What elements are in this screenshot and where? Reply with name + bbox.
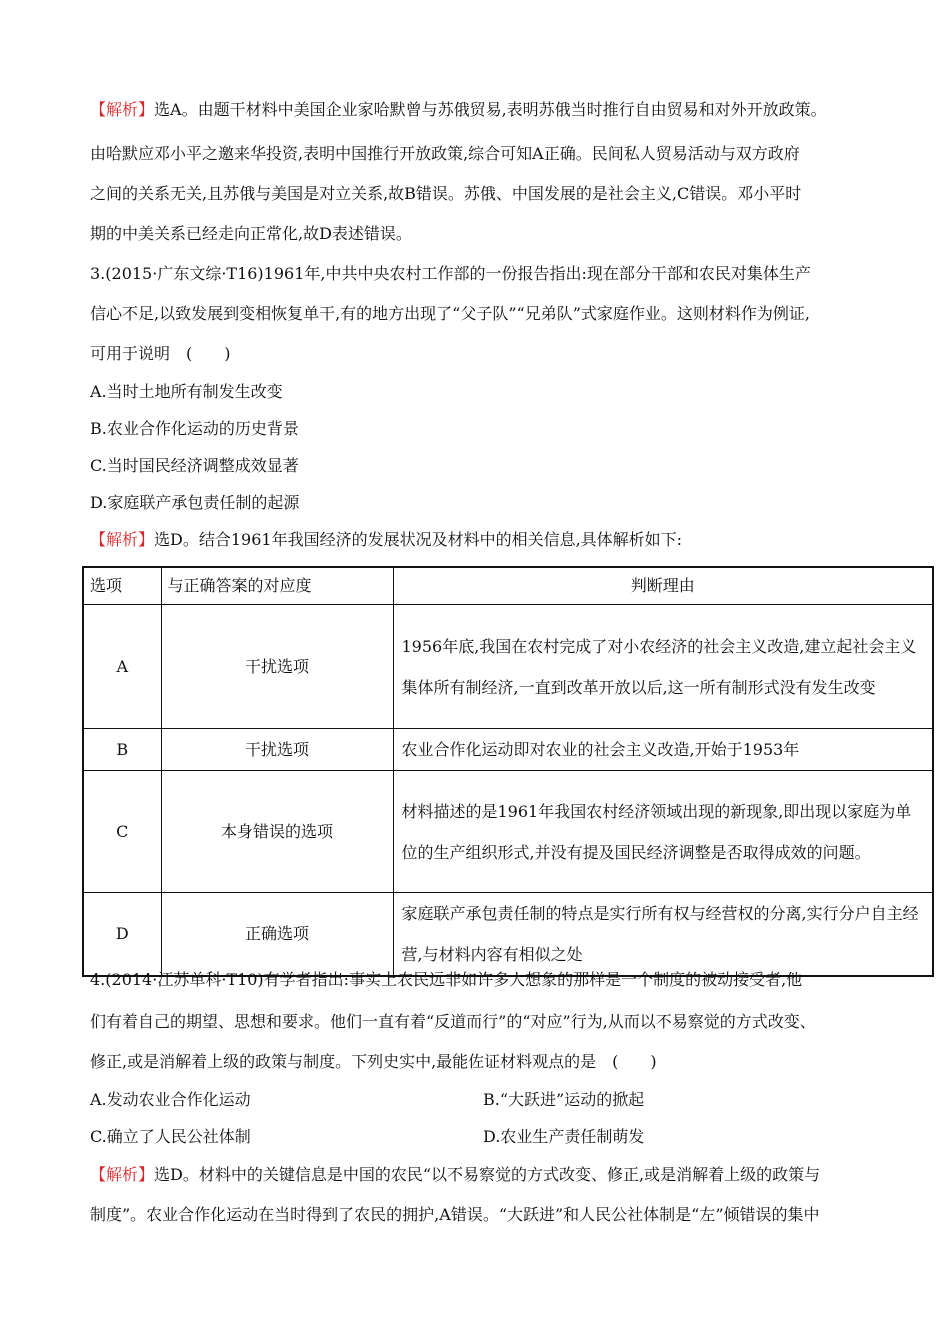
question-3-line: 信心不足,以致发展到变相恢复单干,有的地方出现了“父子队”“兄弟队”式家庭作业。这则材料作为例证, [90, 304, 810, 323]
analysis-4-line [90, 1165, 820, 1185]
analysis-line: 期的中美关系已经走向正常化,故D表述错误。 [90, 224, 412, 243]
analysis-text: 选D。材料中的关键信息是中国的农民“以不易察觉的方式改变、修正,或是消解着上级的政策与 [154, 1165, 821, 1184]
question-4-options-row [90, 1127, 645, 1147]
analysis-tag: 【解析】 [90, 1165, 155, 1184]
question-3-line: 3.(2015·广东文综·T16)1961年,中共中央农村工作部的一份报告指出:现在部分干部和农民对集体生产 [90, 264, 811, 283]
question-4-options-row [90, 1090, 645, 1110]
question-3-option-a: A.当时土地所有制发生改变 [90, 382, 283, 401]
analysis-tag: 【解析】 [90, 100, 155, 119]
analysis-line: 之间的关系无关,且苏俄与美国是对立关系,故B错误。苏俄、中国发展的是社会主义,C错误。邓小平时 [90, 184, 802, 203]
analysis-3-line [90, 530, 682, 550]
question-4-line: 4.(2014·江苏单科·T10)有学者指出:事实上农民远非如许多人想象的那样是一个制度的被动接受者,他 [90, 970, 803, 989]
question-4-line: 们有着自己的期望、思想和要求。他们一直有着“反道而行”的“对应”行为,从而以不易察觉的方式改变、 [90, 1012, 816, 1031]
table-cell-reason: 1956年底,我国在农村完成了对小农经济的社会主义改造,建立起社会主义集体所有制经济,一直到改革开放以后,这一所有制形式没有发生改变 [393, 605, 933, 729]
analysis-table [82, 566, 934, 977]
table-cell-reason: 家庭联产承包责任制的特点是实行所有权与经营权的分离,实行分户自主经营,与材料内容有相似之处 [393, 893, 933, 977]
question-3-option-d: D.家庭联产承包责任制的起源 [90, 493, 300, 512]
table-header-relation: 与正确答案的对应度 [161, 567, 393, 605]
analysis-line [90, 100, 827, 120]
analysis-line: 由哈默应邓小平之邀来华投资,表明中国推行开放政策,综合可知A正确。民间私人贸易活动与双方政府 [90, 144, 800, 163]
table-cell-option: C [83, 771, 161, 893]
question-4-option-b: B.“大跃进”运动的掀起 [483, 1090, 645, 1109]
table-header-option: 选项 [83, 567, 161, 605]
table-cell-relation: 干扰选项 [161, 729, 393, 771]
analysis-4-line: 制度”。农业合作化运动在当时得到了农民的拥护,A错误。“大跃进”和人民公社体制是“左”倾错误的集中 [90, 1205, 820, 1224]
analysis-text: 选A。由题干材料中美国企业家哈默曾与苏俄贸易,表明苏俄当时推行自由贸易和对外开放政策。 [154, 100, 827, 119]
table-cell-reason: 材料描述的是1961年我国农村经济领域出现的新现象,即出现以家庭为单位的生产组织形式,并没有提及国民经济调整是否取得成效的问题。 [393, 771, 933, 893]
table-cell-relation: 干扰选项 [161, 605, 393, 729]
table-cell-option: D [83, 893, 161, 977]
question-4-option-d: D.农业生产责任制萌发 [483, 1127, 645, 1146]
table-header-row [83, 567, 933, 605]
table-cell-option: B [83, 729, 161, 771]
table-row [83, 771, 933, 893]
table-row [83, 605, 933, 729]
table-cell-reason: 农业合作化运动即对农业的社会主义改造,开始于1953年 [393, 729, 933, 771]
analysis-text: 选D。结合1961年我国经济的发展状况及材料中的相关信息,具体解析如下: [154, 530, 683, 549]
table-row [83, 893, 933, 977]
table-cell-option: A [83, 605, 161, 729]
question-4-option-a: A.发动农业合作化运动 [90, 1090, 251, 1109]
table-header-reason: 判断理由 [393, 567, 933, 605]
analysis-tag: 【解析】 [90, 530, 155, 549]
table-cell-relation: 正确选项 [161, 893, 393, 977]
question-3-option-b: B.农业合作化运动的历史背景 [90, 419, 299, 438]
question-4-line: 修正,或是消解着上级的政策与制度。下列史实中,最能佐证材料观点的是 ( ) [90, 1052, 657, 1071]
question-4-option-c: C.确立了人民公社体制 [90, 1127, 251, 1146]
table-cell-relation: 本身错误的选项 [161, 771, 393, 893]
question-3-line: 可用于说明 ( ) [90, 344, 231, 363]
question-3-option-c: C.当时国民经济调整成效显著 [90, 456, 299, 475]
table-row [83, 729, 933, 771]
